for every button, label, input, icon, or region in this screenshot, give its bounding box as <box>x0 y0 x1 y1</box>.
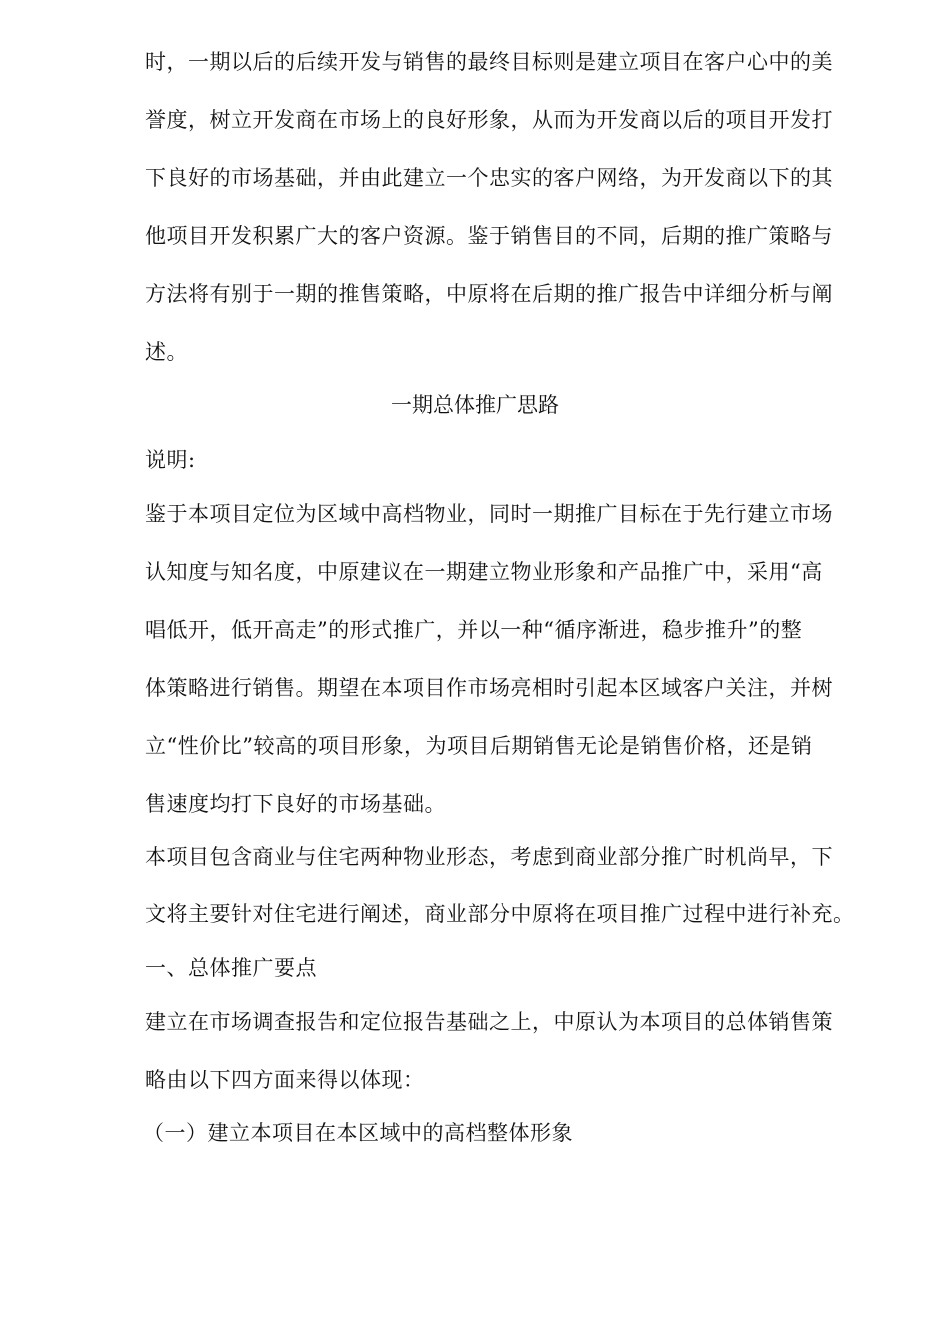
paragraph-3-line-2: 文将主要针对住宅进行阐述，商业部分中原将在项目推广过程中进行补充。 <box>145 902 855 926</box>
paragraph-1-line-6: 述。 <box>145 340 188 364</box>
paragraph-3-line-1: 本项目包含商业与住宅两种物业形态，考虑到商业部分推广时机尚早，下 <box>145 845 833 869</box>
note-label: 说明: <box>145 448 196 472</box>
paragraph-2-line-2: 认知度与知名度，中原建议在一期建立物业形象和产品推广中，采用“高 <box>145 560 823 584</box>
section-title: 一期总体推广思路 <box>391 393 559 417</box>
paragraph-1-line-3: 下良好的市场基础，并由此建立一个忠实的客户网络，为开发商以下的其 <box>145 166 833 190</box>
paragraph-2-line-3: 唱低开，低开高走”的形式推广，并以一种“循序渐进，稳步推升”的整 <box>145 618 803 642</box>
paragraph-4-line-1: 建立在市场调查报告和定位报告基础之上，中原认为本项目的总体销售策 <box>145 1010 833 1034</box>
paragraph-1-line-4: 他项目开发积累广大的客户资源。鉴于销售目的不同，后期的推广策略与 <box>145 224 833 248</box>
paragraph-1-line-1: 时，一期以后的后续开发与销售的最终目标则是建立项目在客户心中的美 <box>145 50 833 74</box>
subheading-high-end-image: （一）建立本项目在本区域中的高档整体形象 <box>143 1121 573 1145</box>
paragraph-2-line-6: 售速度均打下良好的市场基础。 <box>145 792 446 816</box>
paragraph-2-line-1: 鉴于本项目定位为区域中高档物业，同时一期推广目标在于先行建立市场 <box>145 502 833 526</box>
paragraph-1-line-2: 誉度，树立开发商在市场上的良好形象，从而为开发商以后的项目开发打 <box>145 108 833 132</box>
subheading-overall-points: 一、总体推广要点 <box>145 956 317 980</box>
paragraph-2-line-5: 立“性价比”较高的项目形象，为项目后期销售无论是销售价格，还是销 <box>145 734 813 758</box>
paragraph-2-line-4: 体策略进行销售。期望在本项目作市场亮相时引起本区域客户关注，并树 <box>145 676 833 700</box>
paragraph-1-line-5: 方法将有别于一期的推售策略，中原将在后期的推广报告中详细分析与阐 <box>145 282 833 306</box>
paragraph-4-line-2: 略由以下四方面来得以体现： <box>145 1068 425 1092</box>
